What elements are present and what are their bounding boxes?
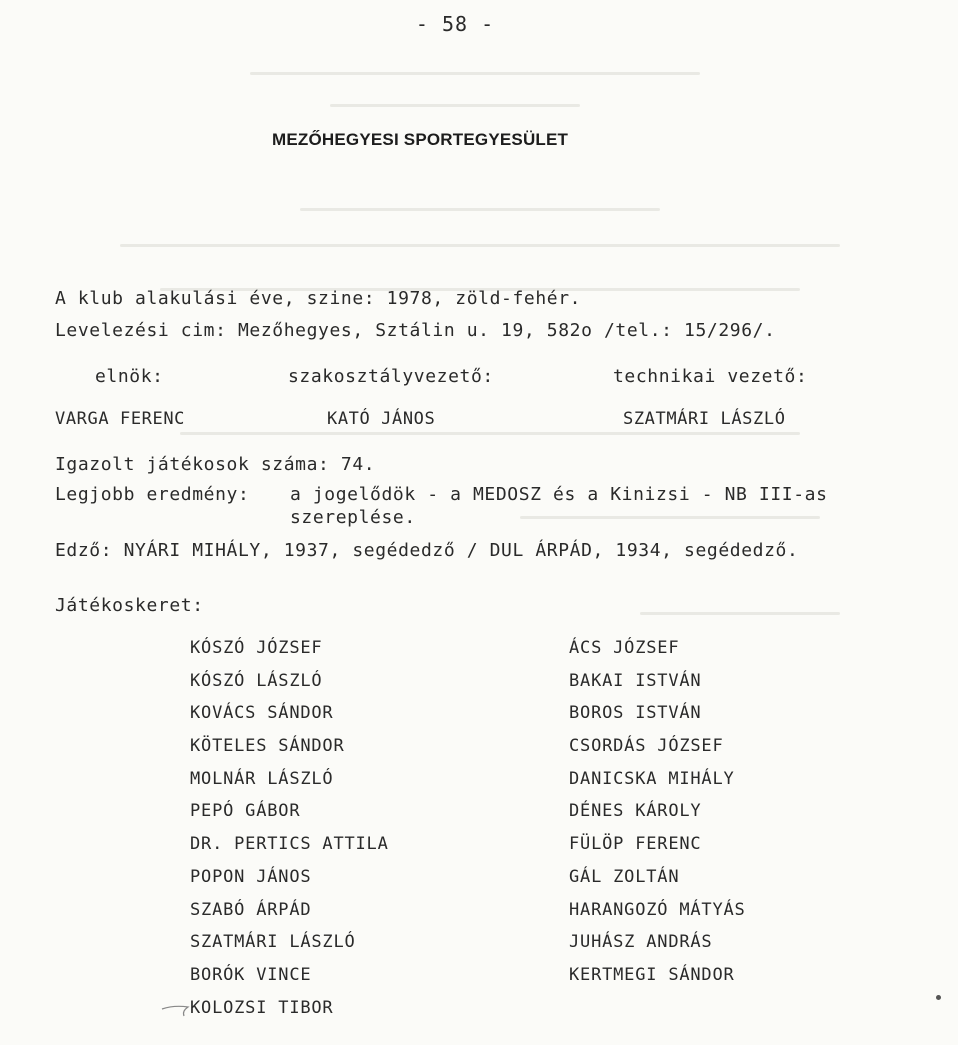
squad-player: PEPÓ GÁBOR [190,801,301,822]
squad-player: MOLNÁR LÁSZLÓ [190,768,334,789]
page-number: - 58 - [415,12,495,36]
squad-player: KÓSZÓ JÓZSEF [190,638,323,658]
squad-player: FÜLÖP FERENC [569,834,702,855]
squad-player: GÁL ZOLTÁN [569,866,680,887]
squad-list-right [569,636,746,996]
squad-player: DR. PERTICS ATTILA [190,834,389,855]
squad-player: SZABÓ ÁRPÁD [190,899,312,920]
squad-player: KÖTELES SÁNDOR [190,736,345,757]
address-line: Levelezési cim: Mezőhegyes, Sztálin u. 19, 582o /tel.: 15/296/. [55,320,776,341]
handwritten-tick-mark [160,1003,190,1017]
squad-player: CSORDÁS JÓZSEF [569,736,724,757]
best-result-label: Legjobb eredmény: [55,484,250,505]
founding-line: A klub alakulási éve, szine: 1978, zöld-fehér. [55,288,582,309]
squad-player: BAKAI ISTVÁN [569,670,702,691]
squad-player: SZATMÁRI LÁSZLÓ [190,932,356,953]
squad-player: DÉNES KÁROLY [569,801,702,822]
best-result-text-line2: szereplése. [290,507,416,528]
section-leader-label: szakosztályvezető: [288,366,494,387]
squad-list-left [190,636,389,1028]
coach-line: Edző: NYÁRI MIHÁLY, 1937, segédedző / DUL ÁRPÁD, 1934, segédedző. [55,540,799,561]
squad-player: POPON JÁNOS [190,866,312,887]
ink-dot [936,995,941,1000]
president-label: elnök: [95,366,164,387]
squad-player: BOROS ISTVÁN [569,703,702,724]
squad-player: DANICSKA MIHÁLY [569,768,735,789]
best-result-text-line1: a jogelődök - a MEDOSZ és a Kinizsi - NB III-as [290,484,828,505]
technical-leader-label: technikai vezető: [613,366,808,387]
squad-player: KÓSZÓ LÁSZLÓ [190,670,323,691]
squad-player: JUHÁSZ ANDRÁS [569,932,713,953]
section-leader-name: KATÓ JÁNOS [327,409,436,429]
squad-player: BORÓK VINCE [190,964,312,985]
squad-player: HARANGOZÓ MÁTYÁS [569,899,746,920]
squad-label: Játékoskeret: [55,595,204,616]
president-name: VARGA FERENC [55,409,186,429]
squad-player: KERTMEGI SÁNDOR [569,964,735,985]
squad-player: ÁCS JÓZSEF [569,638,680,658]
page-title: MEZŐHEGYESI SPORTEGYESÜLET [272,130,569,149]
squad-player: KOVÁCS SÁNDOR [190,703,334,724]
registered-players-line: Igazolt játékosok száma: 74. [55,454,376,475]
squad-player: KOLOZSI TIBOR [190,997,334,1018]
technical-leader-name: SZATMÁRI LÁSZLÓ [623,409,786,429]
